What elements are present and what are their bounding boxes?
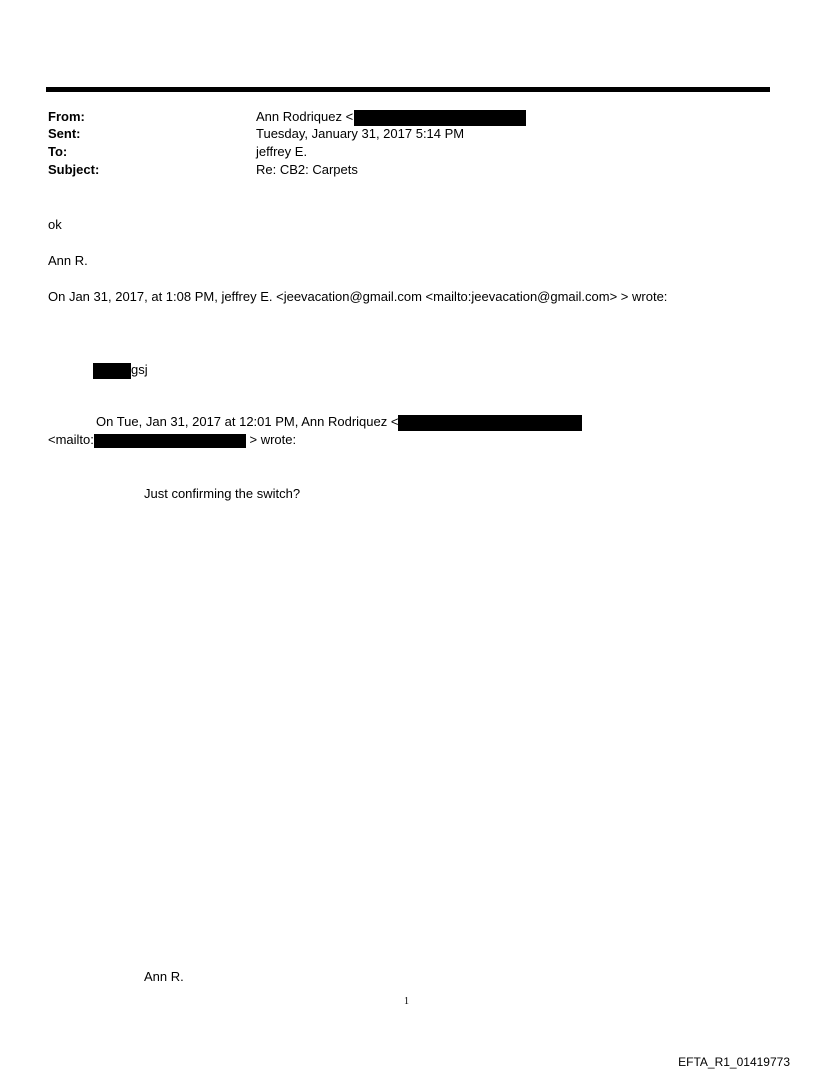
from-label: From: bbox=[48, 109, 85, 124]
subject-value: Re: CB2: Carpets bbox=[256, 162, 358, 177]
to-label: To: bbox=[48, 144, 68, 159]
sent-label: Sent: bbox=[48, 126, 81, 141]
quote-header-2-line-b bbox=[48, 431, 296, 449]
from-value bbox=[256, 108, 526, 126]
quote-header-2-line-a bbox=[96, 413, 582, 431]
quote-header-1: On Jan 31, 2017, at 1:08 PM, jeffrey E. <jeevacation@gmail.com <mailto:jeevacation@gmail.com> > wrote: bbox=[48, 289, 668, 304]
redaction-block bbox=[354, 110, 526, 126]
redaction-block bbox=[94, 434, 246, 448]
sent-value: Tuesday, January 31, 2017 5:14 PM bbox=[256, 126, 465, 141]
wrote-suffix: > wrote: bbox=[245, 432, 297, 447]
quote-header-2-text: On Tue, Jan 31, 2017 at 12:01 PM, Ann Rodriquez < bbox=[96, 414, 399, 429]
quoted-message: Just confirming the switch? bbox=[144, 486, 301, 501]
from-name: Ann Rodriquez < bbox=[256, 109, 354, 124]
header-divider bbox=[46, 87, 770, 92]
reply-gsj-line bbox=[93, 361, 148, 379]
reply-gsj-text: gsj bbox=[131, 362, 148, 377]
redaction-block bbox=[398, 415, 582, 431]
mailto-prefix: <mailto: bbox=[48, 432, 94, 447]
signature-2: Ann R. bbox=[144, 969, 184, 984]
bates-number: EFTA_R1_01419773 bbox=[678, 1055, 790, 1069]
to-value: jeffrey E. bbox=[256, 144, 308, 159]
page-number: 1 bbox=[404, 996, 409, 1007]
redaction-block bbox=[93, 363, 131, 379]
subject-label: Subject: bbox=[48, 162, 100, 177]
reply-text: ok bbox=[48, 217, 62, 232]
signature-1: Ann R. bbox=[48, 253, 88, 268]
